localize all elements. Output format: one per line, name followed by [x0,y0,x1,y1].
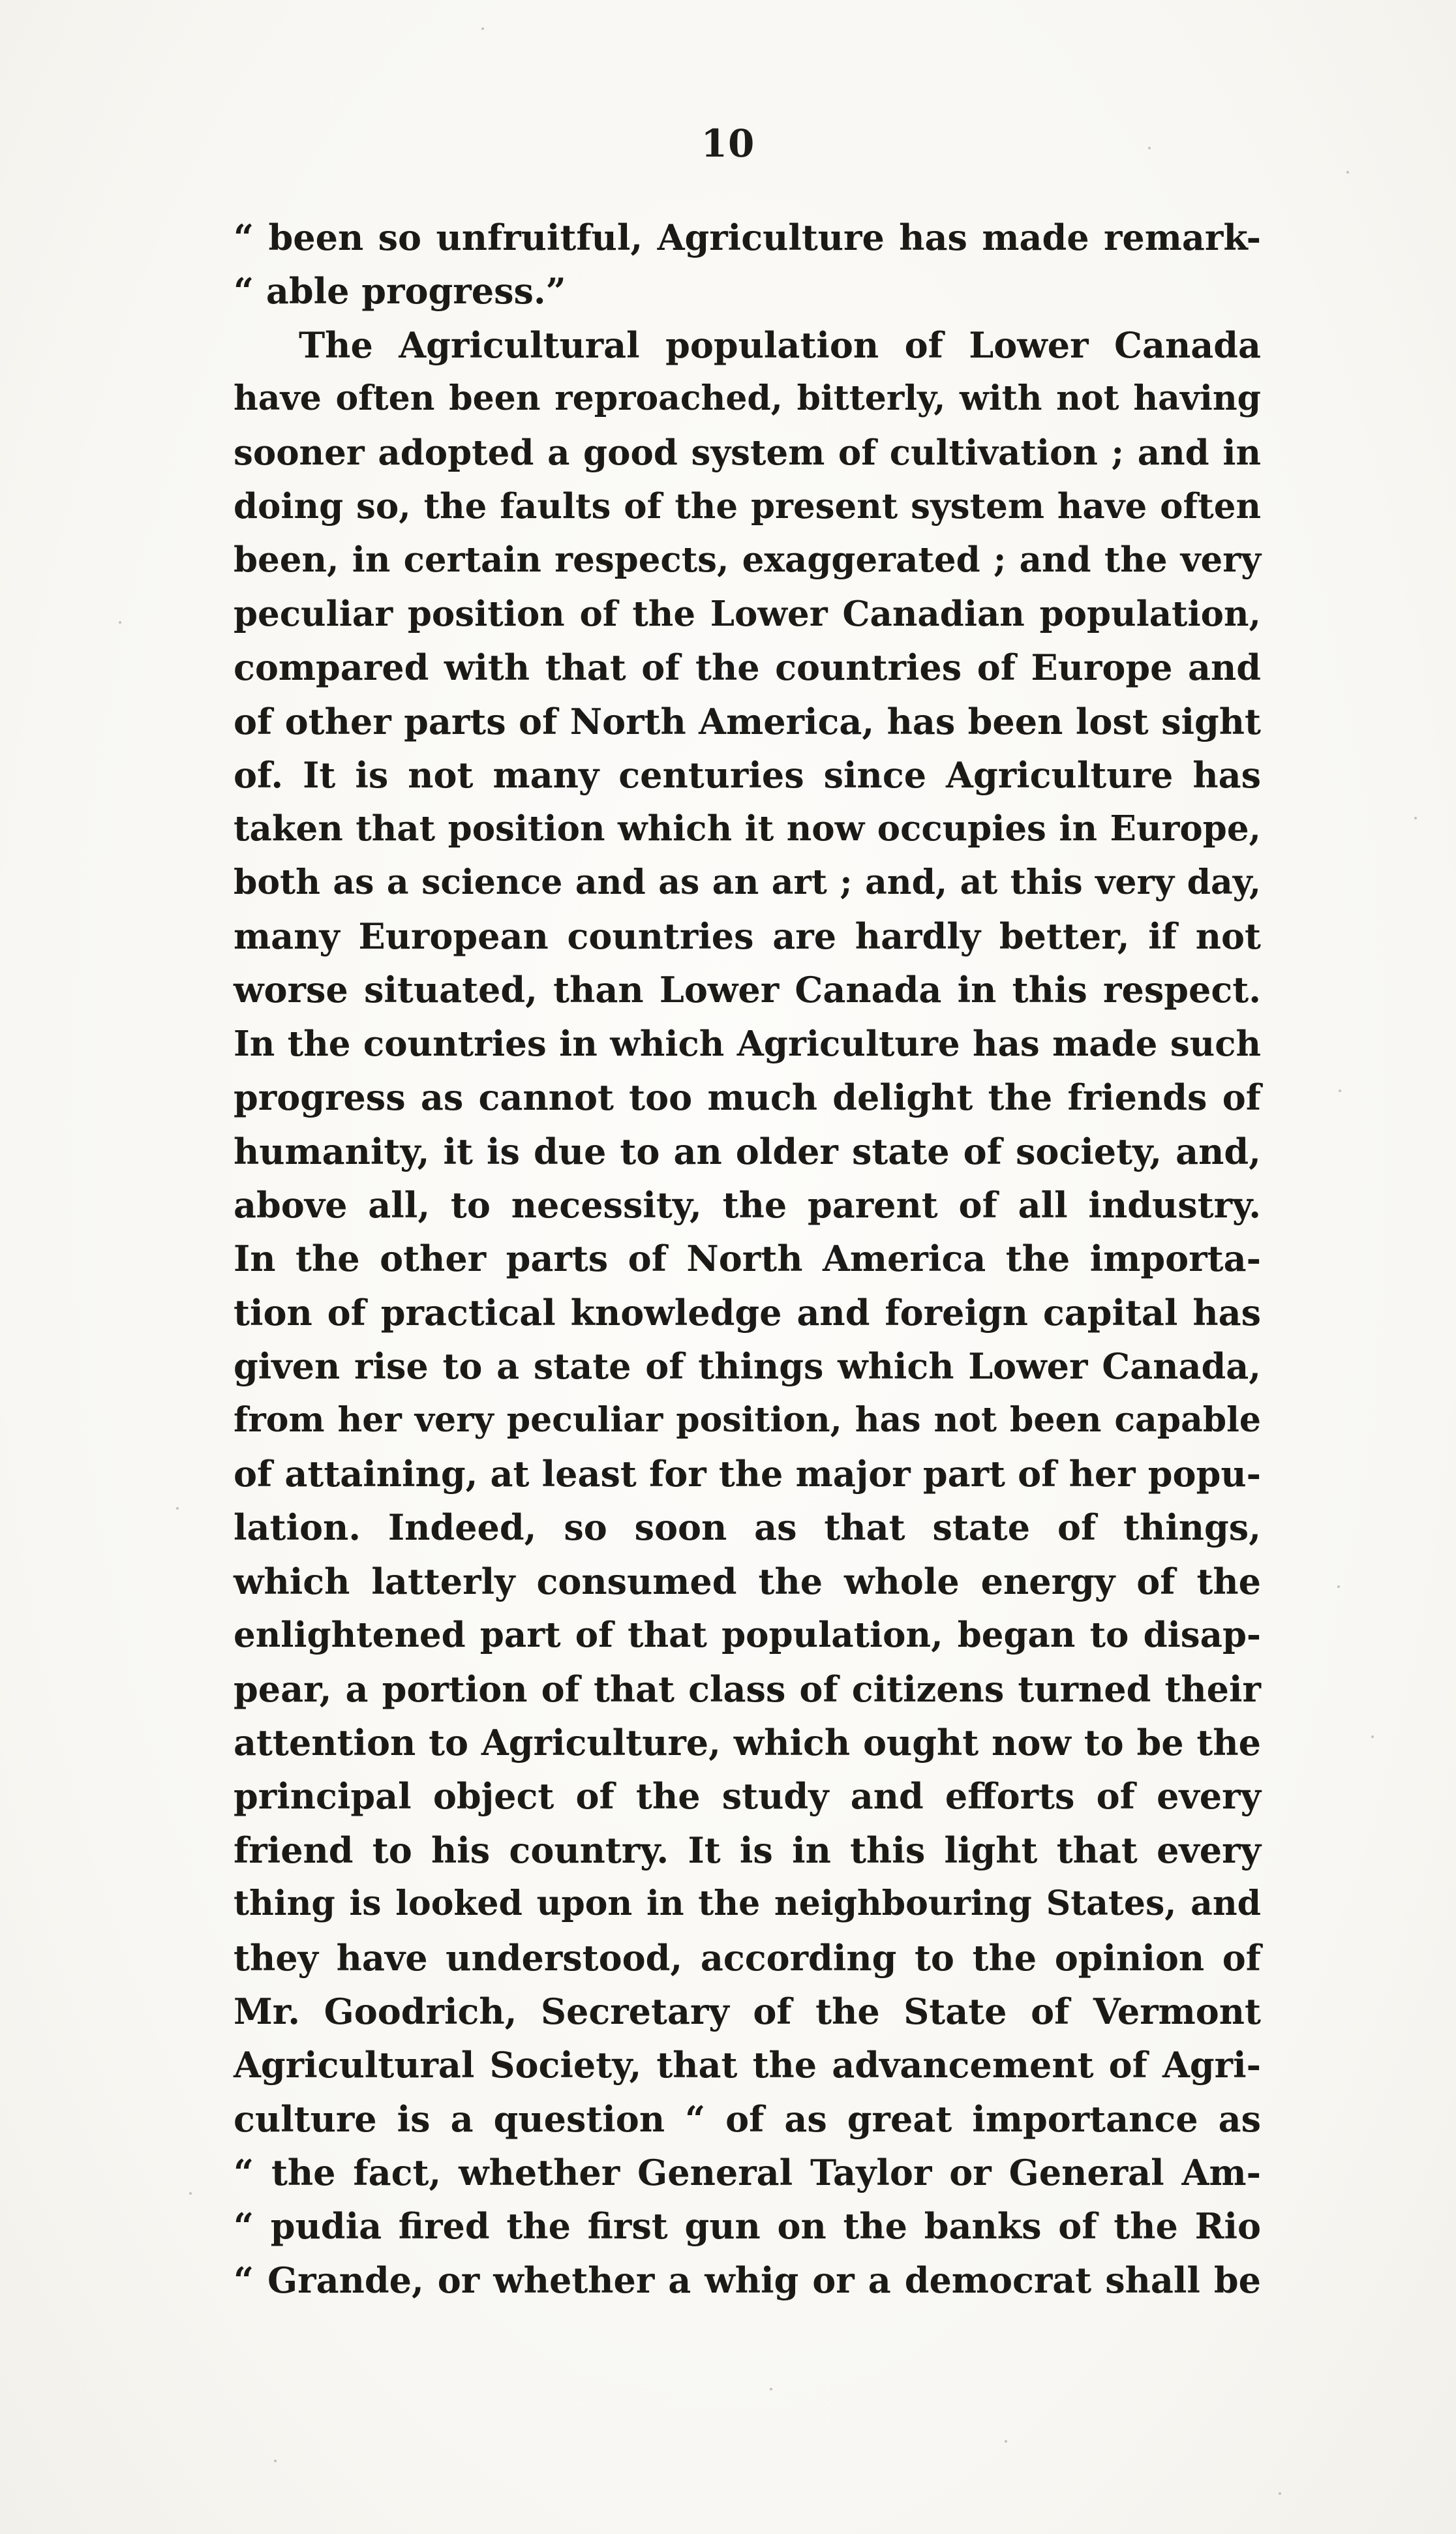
scan-speck [1346,171,1349,174]
text-line: above all, to necessity, the parent of all industry. [234,1184,1261,1227]
text-line: of attaining, at least for the major part of her popu- [234,1452,1261,1495]
text-line: thing is looked upon in the neighbouring States, and [234,1884,1261,1924]
text-line: which latterly consumed the whole energy of the [234,1560,1261,1602]
text-line: peculiar position of the Lower Canadian population, [234,593,1261,634]
text-line: “ been so unfruitful, Agriculture has made remark- [234,217,1261,258]
text-line: tion of practical knowledge and foreign capital has [234,1291,1261,1334]
text-line: they have understood, according to the opinion of [234,1936,1261,1979]
text-line: been, in certain respects, exaggerated ; and the very [234,540,1261,581]
text-line: progress as cannot too much delight the friends of [234,1076,1261,1119]
text-line: attention to Agriculture, which ought now to be the [234,1721,1261,1763]
scan-speck [1337,1585,1340,1588]
text-line: “ Grande, or whether a whig or a democrat shall be [234,2259,1261,2301]
text-line: “ pudia fired the first gun on the banks of the Rio [234,2205,1261,2248]
scan-speck [189,2192,192,2195]
body-text [234,211,1261,2307]
text-line: Agricultural Society, that the advancement of Agri- [234,2044,1261,2086]
scan-speck [176,1507,179,1510]
text-line: lation. Indeed, so soon as that state of things, [234,1506,1261,1549]
text-line: In the countries in which Agriculture has made such [234,1023,1261,1064]
text-line: given rise to a state of things which Lower Canada, [234,1345,1261,1388]
text-line: compared with that of the countries of Europe and [234,647,1261,689]
text-line: enlightened part of that population, began to disap- [234,1615,1261,1656]
text-line: humanity, it is due to an older state of society, and, [234,1130,1261,1172]
text-line: both as a science and as an art ; and, at this very day, [234,862,1261,902]
text-line: taken that position which it now occupies in Europe, [234,808,1261,849]
scan-speck [481,27,484,30]
text-line: doing so, the faults of the present system have often [234,485,1261,527]
scan-speck [1414,817,1417,819]
scan-speck [770,2388,772,2390]
text-line: from her very peculiar position, has not been capable [234,1399,1261,1440]
scan-speck [1371,1735,1374,1738]
text-line: have often been reproached, bitterly, with not having [234,378,1261,419]
text-line: In the other parts of North America the importa- [234,1238,1261,1280]
page-number: 10 [701,121,755,166]
text-line: “ the fact, whether General Taylor or General Am- [234,2152,1261,2194]
text-line: sooner adopted a good system of cultivation ; and in [234,432,1261,473]
text-line: friend to his country. It is in this light that every [234,1829,1261,1871]
text-line: The Agricultural population of Lower Canada [299,324,1261,366]
text-line: Mr. Goodrich, Secretary of the State of Vermont [234,1990,1261,2032]
text-line: of other parts of North America, has been lost sight [234,700,1261,742]
text-line: of. It is not many centuries since Agriculture has [234,754,1261,796]
text-line: pear, a portion of that class of citizens turned their [234,1668,1261,1710]
scan-speck [1005,2440,1007,2443]
scan-speck [274,2460,277,2462]
text-line: worse situated, than Lower Canada in this respect. [234,969,1261,1011]
scan-speck [119,621,121,624]
text-line: “ able progress.” [234,270,566,313]
scan-speck [1339,1090,1341,1092]
text-line: culture is a question “ of as great importance as [234,2098,1261,2140]
text-line: many European countries are hardly better, if not [234,915,1261,958]
scan-speck [1279,2492,1281,2495]
text-line: principal object of the study and efforts of every [234,1775,1261,1818]
